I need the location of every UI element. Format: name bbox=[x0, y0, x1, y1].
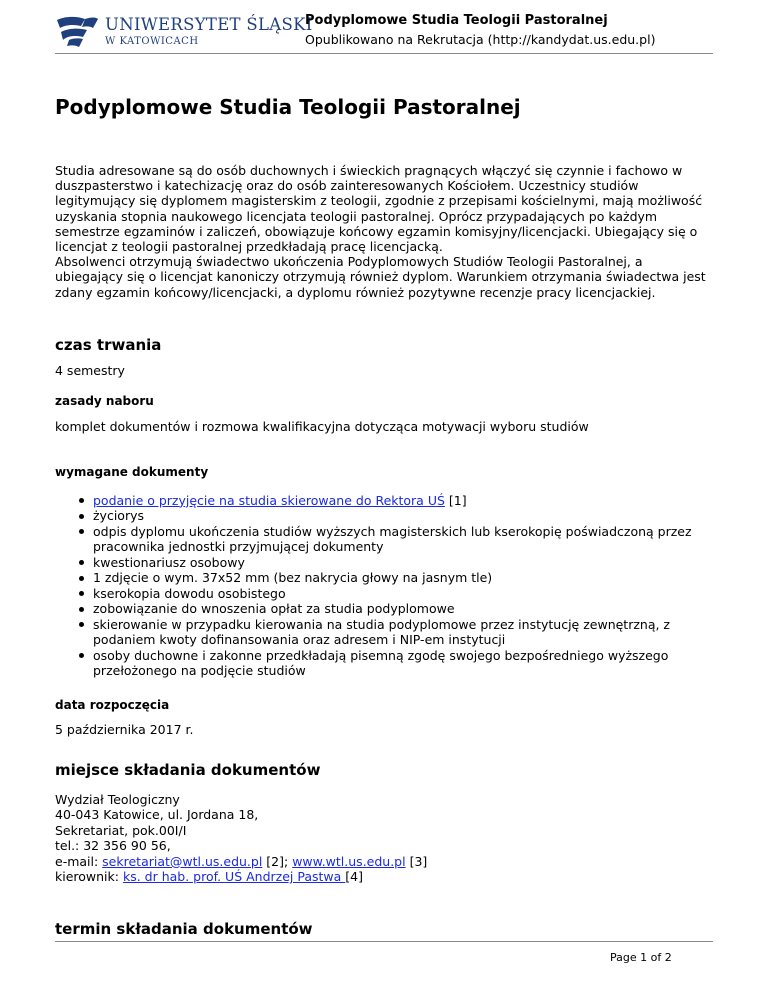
contact-address: 40-043 Katowice, ul. Jordana 18, bbox=[55, 807, 259, 823]
logo-subtitle: W KATOWICACH bbox=[105, 36, 199, 47]
admission-heading: zasady naboru bbox=[55, 393, 154, 408]
duration-heading: czas trwania bbox=[55, 335, 162, 354]
website-ref: [3] bbox=[405, 853, 428, 869]
intro-paragraph-2: Absolwenci otrzymują świadectwo ukończenia Podyplomowych Studiów Teologii Pastoralnej, a ubiegający się o licencjat kanoniczy otrzymują również dyplom. Warunkiem otrzymania świadectwa jest zdany egzamin końcowy/licencjacki, a dyplomu również pozytywne recenzje pracy licencjackiej. bbox=[55, 254, 706, 300]
place-heading: miejsce składania dokumentów bbox=[55, 760, 321, 779]
header-meta bbox=[305, 12, 713, 50]
list-item: odpis dyplomu ukończenia studiów wyższych magisterskich lub kserokopię poświadczoną przez pracownika jednostki przyjmującej dokumenty bbox=[93, 524, 713, 555]
list-item: 1 zdjęcie o wym. 37x52 mm (bez nakrycia głowy na jasnym tle) bbox=[93, 570, 713, 586]
header-divider bbox=[55, 53, 713, 54]
list-item: skierowanie w przypadku kierowania na studia podyplomowe przez instytucję zewnętrzną, z podaniem kwoty dofinansowania oraz adresem i NIP-em instytucji bbox=[93, 617, 713, 648]
admission-value: komplet dokumentów i rozmowa kwalifikacyjna dotycząca motywacji wyboru studiów bbox=[55, 418, 589, 434]
page-number: Page 1 of 2 bbox=[610, 951, 672, 964]
list-item: osoby duchowne i zakonne przedkładają pisemną zgodę swojego bezpośredniego wyższego przełożonego na podjęcie studiów bbox=[93, 648, 713, 679]
head-link[interactable]: ks. dr hab. prof. UŚ Andrzej Pastwa bbox=[122, 869, 346, 885]
main-content bbox=[55, 94, 713, 939]
start-heading: data rozpoczęcia bbox=[55, 697, 170, 712]
university-logo bbox=[55, 12, 313, 52]
email-prefix: e-mail: bbox=[55, 853, 103, 869]
deadline-heading: termin składania dokumentów bbox=[55, 919, 313, 938]
contact-faculty: Wydział Teologiczny bbox=[55, 791, 180, 807]
footer-divider bbox=[55, 941, 713, 942]
start-value: 5 października 2017 r. bbox=[55, 721, 194, 737]
page-title: Podyplomowe Studia Teologii Pastoralnej bbox=[55, 95, 521, 119]
logo-name: UNIWERSYTET ŚLĄSKI bbox=[105, 15, 313, 34]
email-ref: [2]; bbox=[262, 853, 293, 869]
intro-paragraph-1: Studia adresowane są do osób duchownych i świeckich pragnących włączyć się czynnie i fachowo w duszpasterstwo i katechizację oraz do osób zainteresowanych Kościołem. Uczestnicy studiów legitymujący się dyplomem magisterskim z teologii, zgodnie z przepisami kościelnymi, mają możliwość uzyskania stopnia naukowego licencjata teologii pastoralnej. Oprócz przypadających po każdym semestrze egzaminów i zaliczeń, obowiązuje końcowy egzamin komisyjny/licencjacki. Ubiegający się o licencjat z teologii pastoralnej przedkładają pracę licencjacką. bbox=[55, 163, 703, 255]
documents-list bbox=[55, 493, 713, 679]
intro-text bbox=[55, 163, 713, 300]
header-title: Podyplomowe Studia Teologii Pastoralnej bbox=[305, 13, 608, 28]
contact-email-line bbox=[55, 854, 713, 870]
university-emblem-icon bbox=[55, 14, 99, 48]
header-published: Opublikowano na Rekrutacja (http://kandydat.us.edu.pl) bbox=[305, 32, 656, 47]
contact-block bbox=[55, 792, 713, 885]
contact-head-line bbox=[55, 869, 713, 885]
head-prefix: kierownik: bbox=[55, 869, 123, 885]
website-link[interactable]: www.wtl.us.edu.pl bbox=[292, 853, 406, 869]
application-ref: [1] bbox=[448, 492, 467, 508]
documents-heading: wymagane dokumenty bbox=[55, 464, 209, 479]
list-item: kserokopia dowodu osobistego bbox=[93, 586, 713, 602]
list-item: zobowiązanie do wnoszenia opłat za studia podyplomowe bbox=[93, 601, 713, 617]
list-item bbox=[93, 493, 713, 509]
head-ref: [4] bbox=[345, 869, 363, 885]
list-item: kwestionariusz osobowy bbox=[93, 555, 713, 571]
list-item: życiorys bbox=[93, 508, 713, 524]
duration-value: 4 semestry bbox=[55, 362, 125, 378]
email-link[interactable]: sekretariat@wtl.us.edu.pl bbox=[102, 853, 263, 869]
page-header bbox=[55, 12, 713, 53]
application-link[interactable]: podanie o przyjęcie na studia skierowane do Rektora UŚ bbox=[93, 492, 445, 508]
contact-phone: tel.: 32 356 90 56, bbox=[55, 838, 171, 854]
contact-office: Sekretariat, pok.00I/I bbox=[55, 822, 187, 838]
